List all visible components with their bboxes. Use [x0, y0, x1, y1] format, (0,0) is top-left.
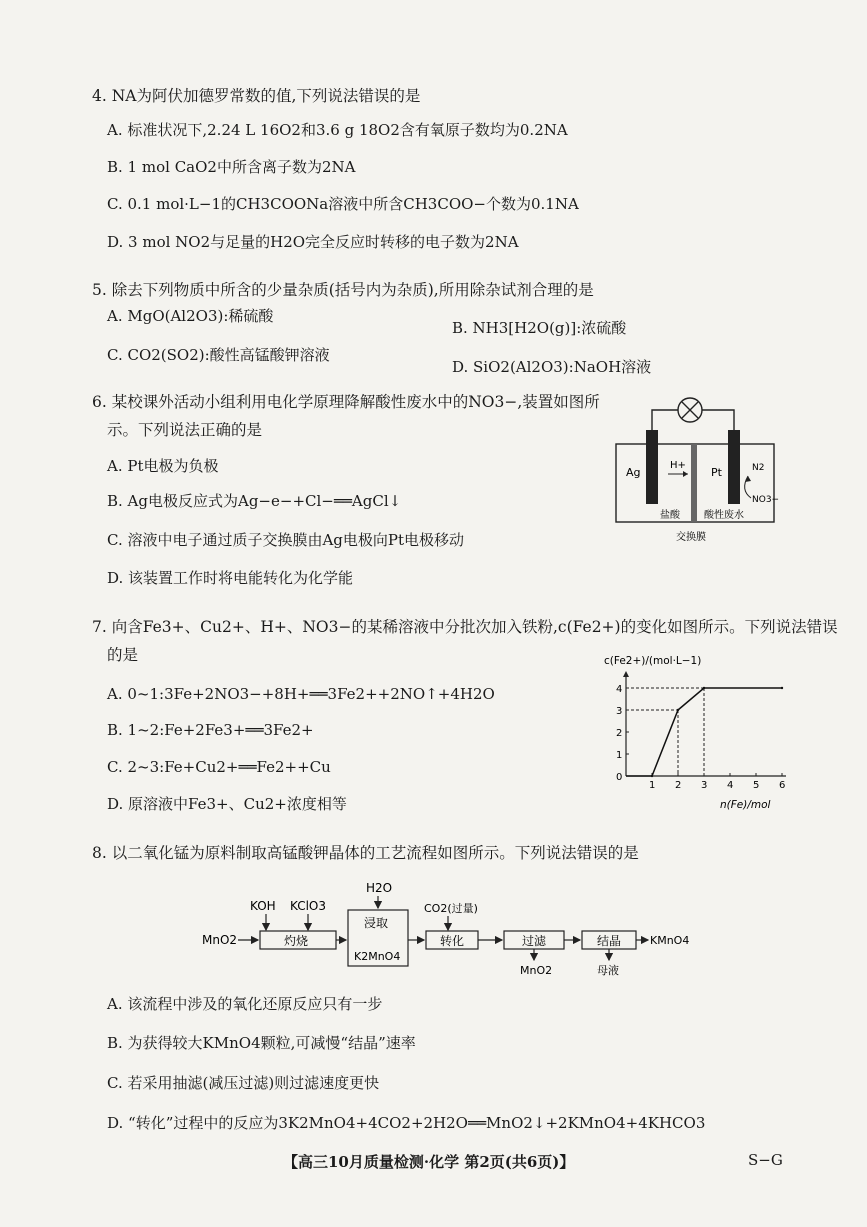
q7-option-b: B. 1~2:Fe+2Fe3+══3Fe2+: [107, 721, 314, 739]
q8-option-b: B. 为获得较大KMnO4颗粒,可减慢“结晶”速率: [107, 1034, 416, 1052]
q4-stem: 4. NA为阿伏加德罗常数的值,下列说法错误的是: [92, 87, 421, 105]
chart-x-tick-label: 6: [779, 780, 786, 791]
q5-stem: 5. 除去下列物质中所含的少量杂质(括号内为杂质),所用除杂试剂合理的是: [92, 281, 594, 299]
flow-kclo3: KClO3: [290, 899, 327, 913]
chart-x-tick-label: 1: [649, 780, 656, 791]
chart-x-tick-label: 3: [701, 780, 708, 791]
q5-option-d: D. SiO2(Al2O3):NaOH溶液: [452, 358, 652, 376]
q4-option-a: A. 标准状况下,2.24 L 16O2和3.6 g 18O2含有氧原子数均为0.2NA: [107, 121, 568, 139]
chart-y-tick-label: 0: [616, 772, 623, 783]
ag-label: Ag: [626, 466, 641, 479]
page-footer-title: 【高三10月质量检测·化学 第2页(共6页)】: [283, 1153, 575, 1171]
flow-step-leach: 浸取: [364, 916, 389, 930]
chart-y-label: c(Fe2+)/(mol·L−1): [604, 655, 702, 667]
chart-data-point: [677, 709, 679, 711]
q7-stem-line1: 7. 向含Fe3+、Cu2+、H+、NO3−的某稀溶液中分批次加入铁粉,c(Fe2+)的变化如图所示。下列说法错误: [92, 618, 838, 636]
flow-k2mno4: K2MnO4: [354, 950, 401, 963]
h-ion-label: H+: [670, 460, 686, 471]
flow-step-convert: 转化: [440, 934, 465, 948]
flow-step-crystallize: 结晶: [597, 934, 622, 948]
q7-option-a: A. 0~1:3Fe+2NO3−+8H+══3Fe2++2NO↑+4H2O: [107, 685, 495, 703]
chart-y-tick-label: 4: [616, 684, 623, 695]
membrane-label: 交换膜: [676, 532, 706, 543]
q6-stem-line2: 示。下列说法正确的是: [107, 421, 263, 439]
pt-electrode: [728, 430, 740, 504]
q4-option-d: D. 3 mol NO2与足量的H2O完全反应时转移的电子数为2NA: [107, 233, 519, 251]
q5-option-b: B. NH3[H2O(g)]:浓硫酸: [452, 319, 627, 337]
flow-koh: KOH: [250, 899, 276, 913]
q6-option-a: A. Pt电极为负极: [107, 457, 219, 475]
flow-mno2-input: MnO2: [202, 933, 238, 947]
process-flow-diagram: [198, 870, 698, 980]
q7-stem-line2: 的是: [107, 646, 139, 664]
chart-x-tick-label: 5: [753, 780, 760, 791]
q4-option-b: B. 1 mol CaO2中所含离子数为2NA: [107, 158, 356, 176]
q8-option-a: A. 该流程中涉及的氧化还原反应只有一步: [107, 995, 383, 1013]
chart-data-point: [651, 775, 653, 777]
chart-x-tick-label: 2: [675, 780, 682, 791]
n2-label: N2: [752, 463, 765, 473]
q6-option-b: B. Ag电极反应式为Ag−e−+Cl−══AgCl↓: [107, 492, 402, 510]
flow-kmno4-product: KMnO4: [650, 934, 690, 947]
q5-option-a: A. MgO(Al2O3):稀硫酸: [107, 307, 274, 325]
flow-step-roast: 灼烧: [284, 934, 309, 948]
q7-option-d: D. 原溶液中Fe3+、Cu2+浓度相等: [107, 795, 347, 813]
chart-y-tick-label: 1: [616, 750, 623, 761]
h-arrow-head: [683, 471, 688, 477]
flow-step-filter: 过滤: [522, 934, 547, 948]
q8-option-d: D. “转化”过程中的反应为3K2MnO4+4CO2+2H2O══MnO2↓+2KMnO4+4KHCO3: [107, 1114, 706, 1132]
q6-stem-line1: 6. 某校课外活动小组利用电化学原理降解酸性废水中的NO3−,装置如图所: [92, 393, 600, 411]
chart-data-point: [781, 687, 783, 689]
q5-option-c: C. CO2(SO2):酸性高锰酸钾溶液: [107, 346, 330, 364]
hcl-label: 盐酸: [660, 510, 680, 521]
chart-series-line: [626, 688, 782, 776]
pt-label: Pt: [711, 466, 722, 479]
q6-option-c: C. 溶液中电子通过质子交换膜由Ag电极向Pt电极移动: [107, 531, 465, 549]
flow-h2o: H2O: [366, 881, 393, 895]
no3-arrow-head: [745, 476, 751, 482]
chart-y-tick-label: 3: [616, 706, 623, 717]
proton-membrane: [691, 444, 697, 522]
no3-label: NO3−: [752, 495, 780, 505]
q8-stem: 8. 以二氧化锰为原料制取高锰酸钾晶体的工艺流程如图所示。下列说法错误的是: [92, 844, 639, 862]
flow-mno2-output: MnO2: [520, 964, 553, 977]
fe2-concentration-chart: [588, 648, 786, 812]
ag-electrode: [646, 430, 658, 504]
waste-label: 酸性废水: [704, 510, 744, 521]
chart-x-tick-label: 4: [727, 780, 734, 791]
q8-option-c: C. 若采用抽滤(减压过滤)则过滤速度更快: [107, 1074, 380, 1092]
chart-y-tick-label: 2: [616, 728, 623, 739]
flow-mother-liquor: 母液: [597, 964, 619, 977]
flow-co2: CO2(过量): [424, 902, 478, 915]
chart-y-arrow: [623, 671, 629, 677]
q7-option-c: C. 2~3:Fe+Cu2+══Fe2++Cu: [107, 758, 331, 776]
electrolysis-cell-figure: [612, 394, 780, 546]
q4-option-c: C. 0.1 mol·L−1的CH3COONa溶液中所含CH3COO−个数为0.1NA: [107, 195, 579, 213]
chart-data-point: [703, 687, 705, 689]
q6-option-d: D. 该装置工作时将电能转化为化学能: [107, 569, 354, 587]
chart-x-label: n(Fe)/mol: [720, 799, 771, 811]
page-footer-code: S−G: [748, 1151, 783, 1169]
